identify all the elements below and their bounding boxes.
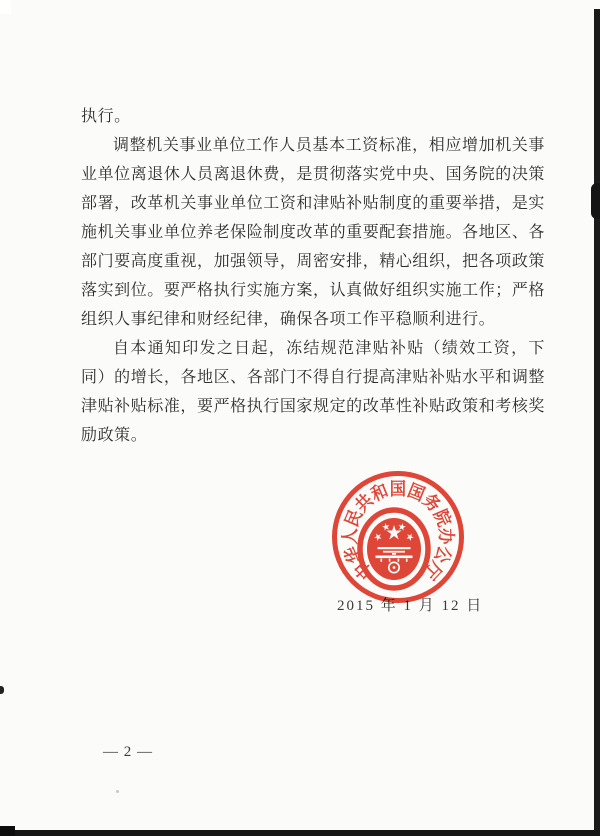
gear-hub	[393, 566, 396, 569]
scan-dot	[116, 790, 119, 793]
document-body	[81, 102, 545, 450]
scan-border-bottom	[0, 830, 600, 836]
scan-corner-mark	[0, 826, 15, 836]
seal-text-path: 中华人民共和国国务院办公厅	[339, 478, 457, 585]
scan-border-right-bulge	[591, 183, 600, 219]
issue-date: 2015 年 1 月 12 日	[337, 598, 484, 614]
paragraph: 自本通知印发之日起，冻结规范津贴补贴（绩效工资，下同）的增长，各地区、各部门不得自行提高津贴补贴水平和调整津贴补贴标准，要严格执行国家规定的改革性补贴政策和考核奖励政策。	[81, 340, 545, 444]
scan-speck	[0, 686, 4, 694]
official-seal	[322, 461, 474, 613]
paragraph: 调整机关事业单位工作人员基本工资标准，相应增加机关事业单位离退休人员离退休费，是贯彻落实党中央、国务院的决策部署，改革机关事业单位工资和津贴补贴制度的重要举措，是实施机关事业单位养老保险制度改革的重要配套措施。各地区、各部门要高度重视，加强领导，周密安排，精心组织，把各项政策落实到位。要严格执行实施方案，认真做好组织实施工作；严格组织人事纪律和财经纪律，确保各项工作平稳顺利进行。	[81, 137, 545, 328]
national-emblem-icon	[360, 510, 428, 588]
scan-border-right	[594, 9, 600, 836]
page-number: — 2 —	[103, 744, 153, 760]
paragraph-continuation: 执行。	[81, 108, 131, 125]
scan-corner-notch	[0, 0, 11, 14]
